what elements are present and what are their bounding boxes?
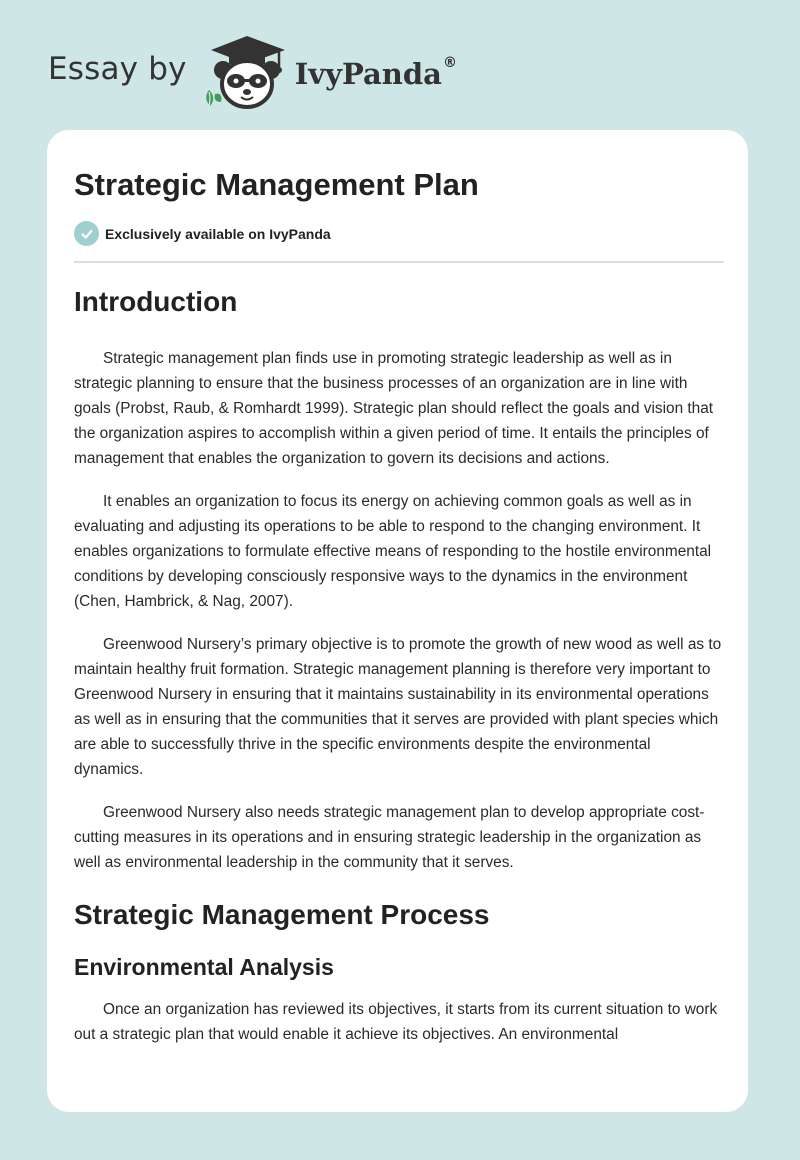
essay-body [74,280,724,1065]
section-heading-process: Strategic Management Process [74,899,490,930]
paragraph: Strategic management plan finds use in promoting strategic leadership as well as in strategic planning to ensure that the business processes of an organization are in line with goals (Probst, Raub, & Romhardt 1999). Strategic plan should reflect the goals and vision that the organization aspires to accomplish within a given period of time. It entails the principles of management that enables the organization to govern its decisions and actions. [74,350,714,467]
exclusive-badge [74,221,331,246]
paragraph: Once an organization has reviewed its objectives, it starts from its current situation to work out a strategic plan that would enable it achieve its objectives. An environmental [74,1001,718,1043]
site-header [48,30,457,110]
essay-card [47,130,748,1112]
panda-graduate-icon[interactable] [201,32,293,112]
section-heading-introduction: Introduction [74,286,238,317]
divider [74,261,724,263]
essay-by-label: Essay by [48,51,187,87]
check-circle-icon [74,221,99,246]
registered-mark: ® [442,55,457,72]
paragraph: Greenwood Nursery also needs strategic management plan to develop appropriate cost-cutting measures in its operations and in ensuring strategic leadership in the organization as well as environmental leadership in the community that it serves. [74,804,705,871]
paragraph: It enables an organization to focus its energy on achieving common goals as well as in evaluating and adjusting its operations to be able to respond to the changing environment. It enables organizations to formulate effective means of responding to the hostile environmental conditions by developing consciously responsive ways to the dynamics in the environment (Chen, Hambrick, & Nag, 2007). [74,493,712,610]
exclusive-label: Exclusively available on IvyPanda [105,225,331,242]
subsection-heading-environmental-analysis: Environmental Analysis [74,954,334,980]
paragraph: Greenwood Nursery’s primary objective is to promote the growth of new wood as well as to maintain healthy fruit formation. Strategic management planning is therefore very important to Greenwood Nursery in ensuring that it maintains sustainability in its environmental operations as well as in ensuring that the communities that it serves are provided with plant species which are able to successfully thrive in the specific environments despite the environmental dynamics. [74,636,722,778]
brand-name[interactable]: IvyPanda® [294,55,457,91]
page-title: Strategic Management Plan [74,167,479,202]
